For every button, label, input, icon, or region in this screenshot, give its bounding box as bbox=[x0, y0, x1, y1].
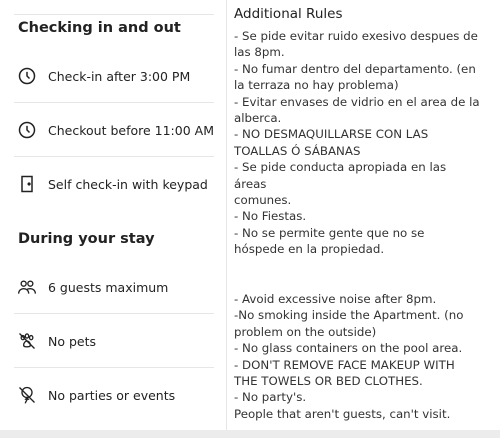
additional-rules-title: Additional Rules bbox=[234, 6, 343, 22]
rule-text-line: -No smoking inside the Apartment. (no bbox=[234, 308, 464, 323]
bottom-bar bbox=[0, 430, 500, 438]
rule-text-line: las 8pm. bbox=[234, 45, 285, 60]
checking-section-title: Checking in and out bbox=[18, 20, 181, 36]
rule-text-line: - Avoid excessive noise after 8pm. bbox=[234, 292, 437, 306]
rule-text-line: - Se pide evitar ruido exesivo despues de bbox=[234, 29, 478, 43]
rule-label: No pets bbox=[48, 333, 97, 349]
top-divider bbox=[14, 14, 214, 15]
rules-spanish bbox=[234, 28, 492, 258]
rule-text-line: - No glass containers on the pool area. bbox=[234, 341, 463, 356]
additional-rules-panel bbox=[234, 0, 496, 430]
rule-text-line: - No se permite gente que no se bbox=[234, 225, 425, 240]
stay-section-title: During your stay bbox=[18, 231, 155, 247]
rule-text-line: áreas bbox=[234, 176, 267, 191]
rule-text-line: THE TOWELS OR BED CLOTHES. bbox=[234, 374, 423, 389]
rule-label: Self check-in with keypad bbox=[48, 176, 208, 192]
rule-checkout-time bbox=[14, 104, 214, 157]
no-parties-icon bbox=[16, 384, 38, 406]
rule-label: 6 guests maximum bbox=[48, 279, 169, 295]
rules-english bbox=[234, 291, 492, 422]
rule-text-line: People that aren't guests, can't visit. bbox=[234, 406, 451, 421]
no-pets-icon bbox=[16, 330, 38, 352]
rule-label: Checkout before 11:00 AM bbox=[48, 122, 214, 138]
rule-text-line: comunes. bbox=[234, 193, 292, 208]
rule-text-line: - DON'T REMOVE FACE MAKEUP WITH bbox=[234, 357, 455, 372]
rule-self-checkin bbox=[14, 158, 214, 210]
rule-text-line: - NO DESMAQUILLARSE CON LAS bbox=[234, 127, 429, 142]
rule-text-line: - No fumar dentro del departamento. (en bbox=[234, 61, 476, 76]
rule-text-line: - Evitar envases de vidrio en el area de la bbox=[234, 94, 480, 109]
rule-text-line: - No party's. bbox=[234, 390, 307, 405]
rule-guests-max bbox=[14, 261, 214, 314]
people-icon bbox=[16, 276, 38, 298]
rule-checkin-time bbox=[14, 50, 214, 103]
house-rules-panel bbox=[0, 0, 227, 430]
rule-text-line: TOALLAS Ó SÁBANAS bbox=[234, 143, 361, 158]
rule-label: No parties or events bbox=[48, 387, 176, 403]
rule-text-line: la terraza no hay problema) bbox=[234, 78, 399, 93]
rule-text-line: problem on the outside) bbox=[234, 324, 377, 339]
rule-text-line: - No Fiestas. bbox=[234, 209, 307, 224]
clock-icon bbox=[16, 65, 38, 87]
rule-text-line: hóspede en la propiedad. bbox=[234, 242, 385, 257]
rule-text-line: alberca. bbox=[234, 111, 282, 126]
rule-no-pets bbox=[14, 315, 214, 368]
rule-text-line: - Se pide conducta apropiada en las bbox=[234, 160, 447, 175]
rule-label: Check-in after 3:00 PM bbox=[48, 68, 191, 84]
door-icon bbox=[16, 173, 38, 195]
clock-icon bbox=[16, 119, 38, 141]
rule-no-parties bbox=[14, 369, 214, 421]
